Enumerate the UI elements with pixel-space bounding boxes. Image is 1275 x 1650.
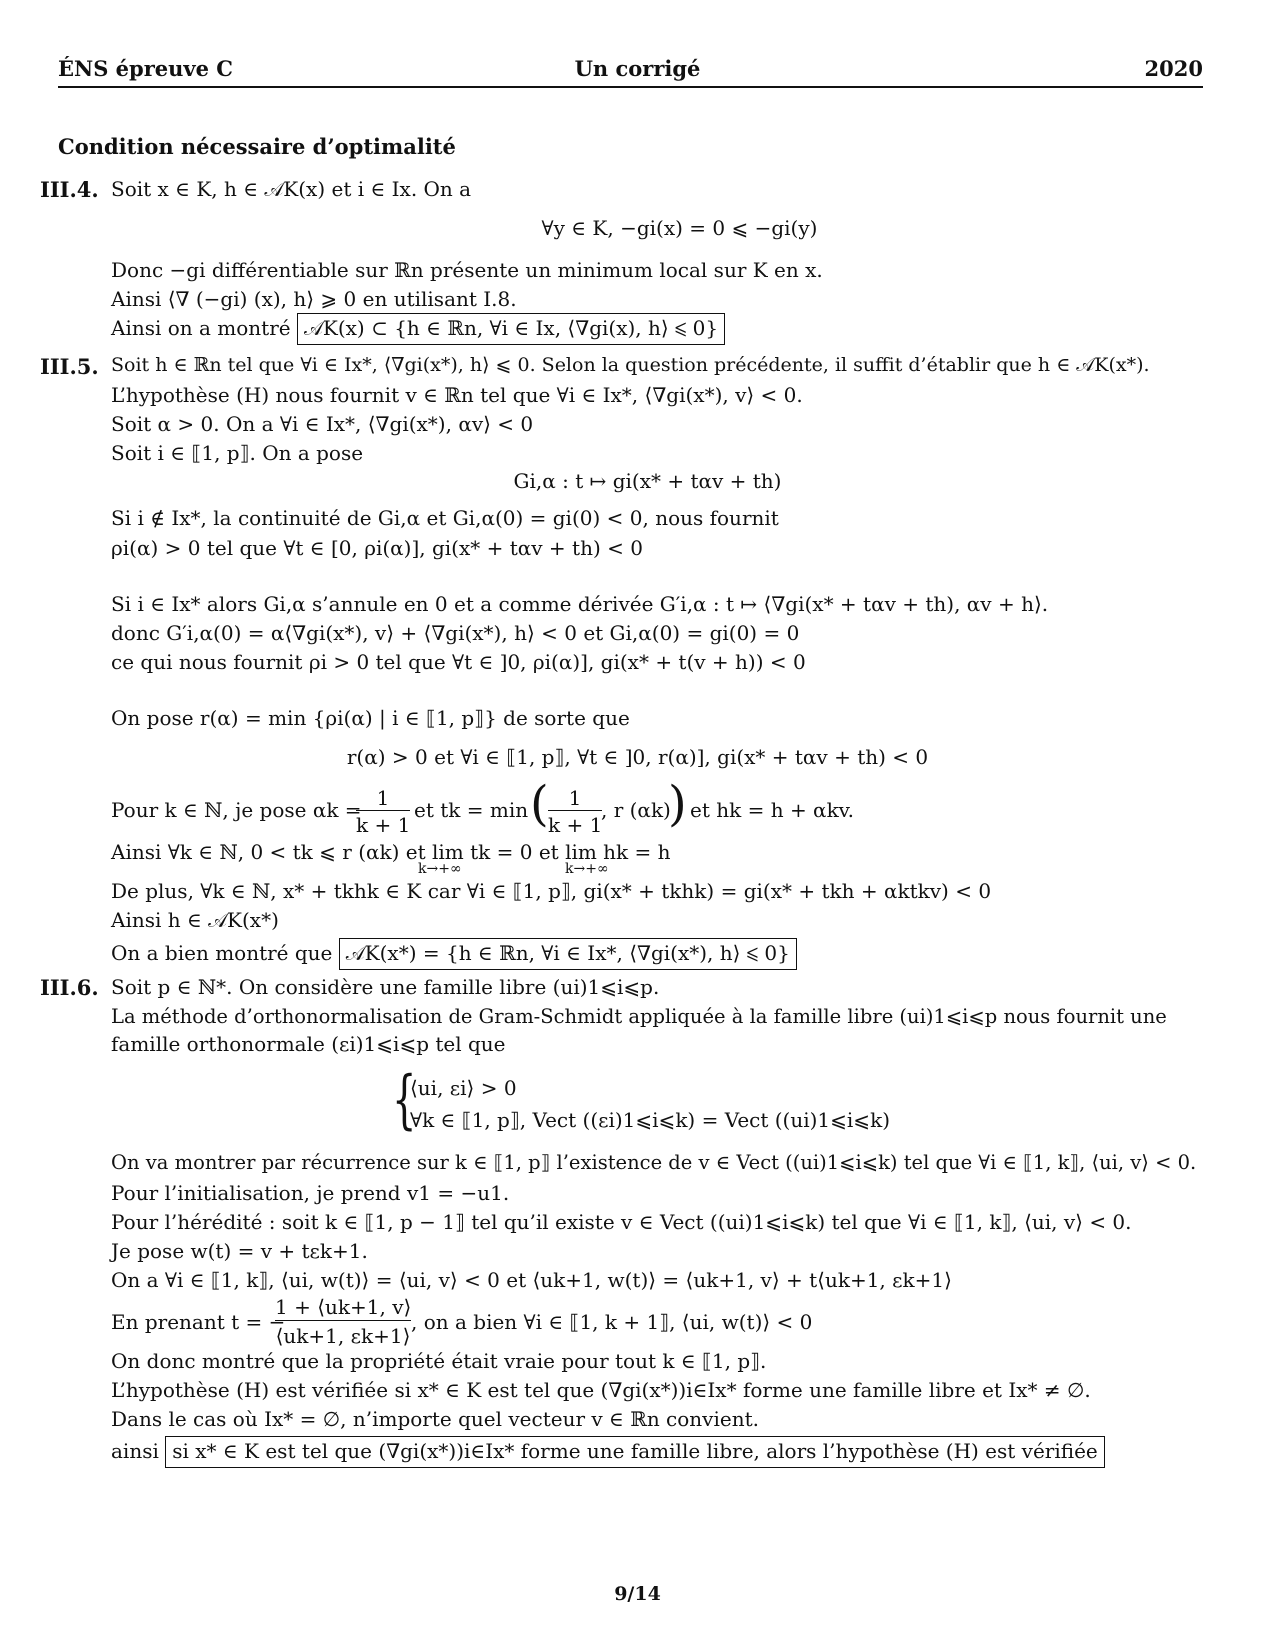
III5-line-1: Soit h ∈ ℝn tel que ∀i ∈ Ix*, ⟨∇gi(x*), h⟩ ⩽ 0. Selon la question précédente, il suffit d’établir que h ∈ 𝒜K(x*).	[111, 354, 1150, 376]
III5-conclusion-prefix: On a bien montré que	[111, 941, 333, 965]
fraction-bar-2	[548, 810, 602, 811]
III4-equation-1: ∀y ∈ K, −gi(x) = 0 ⩽ −gi(y)	[541, 216, 818, 240]
III5-line-4: Soit i ∈ ⟦1, p⟧. On a pose	[111, 441, 364, 465]
III6-line-9-suffix: , on a bien ∀i ∈ ⟦1, k + 1⟧, ⟨ui, w(t)⟩ < 0	[411, 1310, 813, 1334]
III6-line-12: Dans le cas où Ix* = ∅, n’importe quel vecteur v ∈ ℝn convient.	[111, 1407, 759, 1431]
III6-line-5: Pour l’initialisation, je prend v1 = −u1.	[111, 1181, 510, 1205]
III6-line-4: On va montrer par récurrence sur k ∈ ⟦1, p⟧ l’existence de v ∈ Vect ((ui)1⩽i⩽k) tel que ∀i ∈ ⟦1, k⟧, ⟨ui, v⟩ < 0.	[111, 1151, 1197, 1174]
III4-line-2: Donc −gi différentiable sur ℝn présente un minimum local sur K en x.	[111, 258, 823, 282]
III6-line-13	[111, 1441, 1105, 1461]
page-number: 9/14	[614, 1583, 661, 1605]
III5-line-13: De plus, ∀k ∈ ℕ, x* + tkhk ∈ K car ∀i ∈ ⟦1, p⟧, gi(x* + tkhk) = gi(x* + tkh + αktkv) < 0	[111, 879, 992, 903]
fraction-numerator-2: 1	[568, 786, 582, 810]
III5-line-14: Ainsi h ∈ 𝒜K(x*)	[111, 908, 279, 932]
III5-line-9: ce qui nous fournit ρi > 0 tel que ∀t ∈ ]0, ρi(α)], gi(x* + t(v + h)) < 0	[111, 650, 806, 674]
III5-boxed-result: 𝒜K(x*) = {h ∈ ℝn, ∀i ∈ Ix*, ⟨∇gi(x*), h⟩ ⩽ 0}	[339, 938, 797, 970]
limit-subscript-1: k→+∞	[418, 861, 462, 877]
III6-boxed-result: si x* ∈ K est tel que (∇gi(x*))i∈Ix* forme une famille libre, alors l’hypothèse (H) est vérifiée	[165, 1436, 1105, 1468]
fraction-bar	[356, 810, 410, 811]
III5-line-12: Ainsi ∀k ∈ ℕ, 0 < tk ⩽ r (αk) et lim tk = 0 et lim hk = h	[111, 840, 671, 864]
III5-line-5: Si i ∉ Ix*, la continuité de Gi,α et Gi,α(0) = gi(0) < 0, nous fournit	[111, 506, 779, 530]
section-title: Condition nécessaire d’optimalité	[58, 134, 456, 159]
III4-line-1: Soit x ∈ K, h ∈ 𝒜K(x) et i ∈ Ix. On a	[111, 177, 472, 201]
III6-line-7: Je pose w(t) = v + tεk+1.	[111, 1239, 368, 1263]
limit-subscript-2: k→+∞	[565, 861, 609, 877]
question-label-III5: III.5.	[40, 354, 99, 379]
fraction-denominator: k + 1	[356, 813, 411, 837]
fraction-numerator: 1	[376, 786, 390, 810]
III6-line-6: Pour l’hérédité : soit k ∈ ⟦1, p − 1⟧ tel qu’il existe v ∈ Vect ((ui)1⩽i⩽k) tel que ∀i ∈ ⟦1, k⟧, ⟨ui, v⟩ < 0.	[111, 1210, 1132, 1234]
III5-line-10: On pose r(α) = min {ρi(α) | i ∈ ⟦1, p⟧} de sorte que	[111, 706, 630, 730]
III5-line-15	[111, 943, 797, 963]
fraction-bar-3	[275, 1320, 411, 1321]
header-right: 2020	[1144, 56, 1203, 81]
question-label-III4: III.4.	[40, 177, 99, 202]
question-label-III6: III.6.	[40, 975, 99, 1000]
system-brace: {	[392, 1063, 417, 1137]
III6-line-11: L’hypothèse (H) est vérifiée si x* ∈ K est tel que (∇gi(x*))i∈Ix* forme une famille libre et Ix* ≠ ∅.	[111, 1378, 1091, 1402]
left-paren: (	[530, 776, 549, 832]
III5-line-2: L’hypothèse (H) nous fournit v ∈ ℝn tel que ∀i ∈ Ix*, ⟨∇gi(x*), v⟩ < 0.	[111, 383, 803, 407]
III6-line-3: famille orthonormale (εi)1⩽i⩽p tel que	[111, 1032, 506, 1056]
III6-line-2: La méthode d’orthonormalisation de Gram-Schmidt appliquée à la famille libre (ui)1⩽i⩽p nous fournit une	[111, 1005, 1167, 1028]
fraction-numerator-3: 1 + ⟨uk+1, v⟩	[275, 1295, 412, 1319]
III6-line-8: On a ∀i ∈ ⟦1, k⟧, ⟨ui, w(t)⟩ = ⟨ui, v⟩ < 0 et ⟨uk+1, w(t)⟩ = ⟨uk+1, v⟩ + t⟨uk+1, εk+1⟩	[111, 1268, 952, 1292]
fraction-denominator-3: ⟨uk+1, εk+1⟩	[275, 1324, 411, 1348]
header-rule	[58, 86, 1203, 88]
III5-equation-1: Gi,α : t ↦ gi(x* + tαv + th)	[513, 469, 782, 493]
III5-line-11-mid: et tk = min	[414, 798, 529, 822]
III6-line-1: Soit p ∈ ℕ*. On considère une famille libre (ui)1⩽i⩽p.	[111, 975, 660, 999]
fraction-denominator-2: k + 1	[548, 813, 603, 837]
III5-line-11-r: , r (αk)	[601, 798, 671, 822]
III5-line-11-prefix: Pour k ∈ ℕ, je pose αk =	[111, 798, 362, 822]
III6-line-9-prefix: En prenant t = −	[111, 1310, 286, 1334]
III5-equation-2: r(α) > 0 et ∀i ∈ ⟦1, p⟧, ∀t ∈ ]0, r(α)], gi(x* + tαv + th) < 0	[346, 745, 929, 769]
III5-line-3: Soit α > 0. On a ∀i ∈ Ix*, ⟨∇gi(x*), αv⟩ < 0	[111, 412, 534, 436]
III4-line-3: Ainsi ⟨∇ (−gi) (x), h⟩ ⩾ 0 en utilisant I.8.	[111, 287, 517, 311]
III4-line-4	[111, 318, 725, 338]
III5-line-8: donc G′i,α(0) = α⟨∇gi(x*), v⟩ + ⟨∇gi(x*), h⟩ < 0 et Gi,α(0) = gi(0) = 0	[111, 621, 800, 645]
III4-conclusion-prefix: Ainsi on a montré	[111, 316, 291, 340]
III5-line-11-suffix: et hk = h + αkv.	[690, 798, 854, 822]
header-center: Un corrigé	[574, 56, 701, 81]
system-line-2: ∀k ∈ ⟦1, p⟧, Vect ((εi)1⩽i⩽k) = Vect ((ui)1⩽i⩽k)	[410, 1108, 890, 1132]
III6-conclusion-prefix: ainsi	[111, 1439, 159, 1463]
III5-line-7: Si i ∈ Ix* alors Gi,α s’annule en 0 et a comme dérivée G′i,α : t ↦ ⟨∇gi(x* + tαv + th), αv + h⟩.	[111, 592, 1049, 616]
III5-line-6: ρi(α) > 0 tel que ∀t ∈ [0, ρi(α)], gi(x* + tαv + th) < 0	[111, 536, 643, 560]
III6-line-10: On donc montré que la propriété était vraie pour tout k ∈ ⟦1, p⟧.	[111, 1349, 767, 1373]
header-left: ÉNS épreuve C	[58, 56, 234, 81]
system-line-1: ⟨ui, εi⟩ > 0	[410, 1076, 517, 1100]
III4-boxed-result: 𝒜K(x) ⊂ {h ∈ ℝn, ∀i ∈ Ix, ⟨∇gi(x), h⟩ ⩽ 0}	[297, 313, 725, 345]
right-paren: )	[668, 776, 687, 832]
